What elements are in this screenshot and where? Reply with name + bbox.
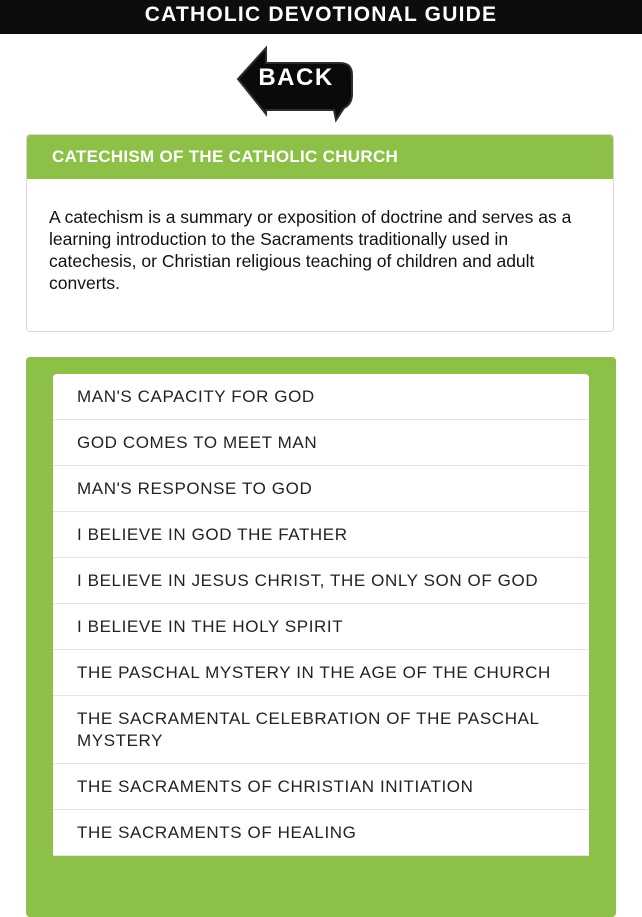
intro-card xyxy=(26,134,614,332)
topic-item-sacraments-healing[interactable]: THE SACRAMENTS OF HEALING xyxy=(53,810,589,856)
topic-item-sacramental-celebration[interactable]: THE SACRAMENTAL CELEBRATION OF THE PASCHAL MYSTERY xyxy=(53,696,589,764)
intro-heading: CATECHISM OF THE CATHOLIC CHURCH xyxy=(27,135,613,179)
topic-item-christian-initiation[interactable]: THE SACRAMENTS OF CHRISTIAN INITIATION xyxy=(53,764,589,810)
back-button[interactable] xyxy=(236,44,356,124)
topic-item-holy-spirit[interactable]: I BELIEVE IN THE HOLY SPIRIT xyxy=(53,604,589,650)
intro-description: A catechism is a summary or exposition of doctrine and serves as a learning introduction to the Sacraments traditionally used in catechesis, or Christian religious teaching of children and adult converts. xyxy=(49,207,572,293)
topic-item-god-the-father[interactable]: I BELIEVE IN GOD THE FATHER xyxy=(53,512,589,558)
topic-item-mans-capacity[interactable]: MAN'S CAPACITY FOR GOD xyxy=(53,374,589,420)
topic-list xyxy=(53,374,589,856)
topic-item-paschal-mystery-church[interactable]: THE PASCHAL MYSTERY IN THE AGE OF THE CHURCH xyxy=(53,650,589,696)
app-title-bar xyxy=(0,0,642,34)
topic-item-god-meets-man[interactable]: GOD COMES TO MEET MAN xyxy=(53,420,589,466)
topic-item-mans-response[interactable]: MAN'S RESPONSE TO GOD xyxy=(53,466,589,512)
app-title: CATHOLIC DEVOTIONAL GUIDE xyxy=(144,3,498,26)
topic-item-jesus-christ[interactable]: I BELIEVE IN JESUS CHRIST, THE ONLY SON OF GOD xyxy=(53,558,589,604)
back-label: BACK xyxy=(258,64,334,91)
topic-list-panel xyxy=(26,357,616,917)
